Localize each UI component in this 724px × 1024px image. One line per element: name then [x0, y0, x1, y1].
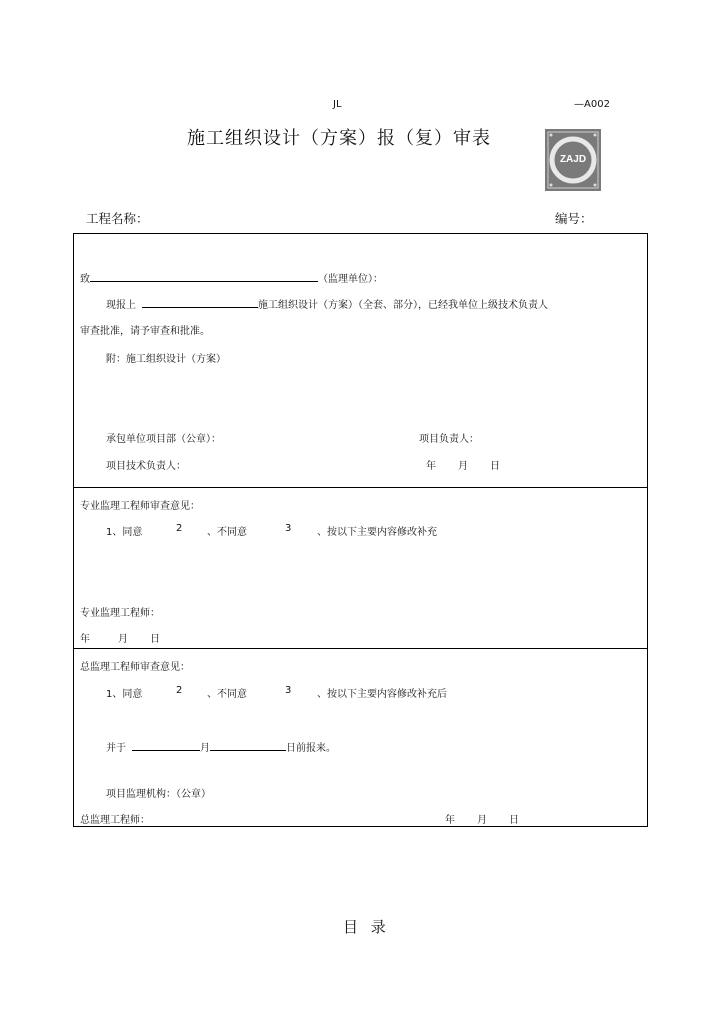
- project-manager-label: 项目负责人：: [419, 434, 479, 445]
- report-name-blank[interactable]: [142, 297, 258, 308]
- chief-option-1[interactable]: 1、同意: [106, 689, 143, 700]
- chief-engineer-label: 总监理工程师：: [80, 815, 150, 826]
- specialist-engineer-label: 专业监理工程师：: [80, 608, 160, 619]
- attachment-line: 附：施工组织设计（方案）: [106, 354, 226, 365]
- specialist-date-month: 月: [118, 634, 128, 645]
- chief-option-3[interactable]: 、按以下主要内容修改补充后: [317, 689, 447, 700]
- table-of-contents-heading: 目 录: [343, 918, 390, 936]
- resubmit-suffix: 日前报来。: [286, 743, 336, 754]
- report-suffix: 施工组织设计（方案）（全套、部分），已经我单位上级技术负责人: [258, 300, 548, 311]
- specialist-option-3-num: 3: [285, 523, 292, 534]
- approval-line: 审查批准，请予审查和批准。: [80, 326, 210, 337]
- divider-1: [73, 487, 648, 488]
- specialist-option-2[interactable]: 、不同意: [207, 527, 247, 538]
- specialist-option-1[interactable]: 1、同意: [106, 527, 143, 538]
- chief-option-2-num: 2: [176, 685, 183, 696]
- date-year: 年: [426, 461, 436, 472]
- page-title: 施工组织设计（方案）报（复）审表: [187, 128, 491, 149]
- resubmit-month-blank[interactable]: [132, 740, 200, 751]
- project-name-label: 工程名称：: [86, 211, 149, 226]
- resubmit-day-blank[interactable]: [210, 740, 286, 751]
- specialist-option-2-num: 2: [176, 523, 183, 534]
- form-code-left: JL: [333, 99, 342, 110]
- logo-text: ZAJD: [559, 154, 587, 165]
- resubmit-prefix: 并于: [106, 743, 126, 754]
- number-label: 编号：: [555, 211, 593, 226]
- form-code-right: —A002: [574, 99, 610, 110]
- date-month: 月: [458, 461, 468, 472]
- to-prefix: 致: [80, 274, 90, 285]
- chief-date-year: 年: [445, 815, 455, 826]
- supervision-org-label: 项目监理机构：（公章）: [106, 789, 211, 800]
- date-day: 日: [490, 461, 500, 472]
- addressee-line: [80, 270, 383, 285]
- chief-option-3-num: 3: [285, 685, 292, 696]
- specialist-opinion-heading: 专业监理工程师审查意见：: [80, 501, 200, 512]
- resubmit-line: [106, 739, 336, 754]
- supervisor-unit-blank[interactable]: [90, 271, 318, 282]
- chief-opinion-heading: 总监理工程师审查意见：: [80, 662, 190, 673]
- contractor-dept-label: 承包单位项目部（公章）：: [106, 434, 221, 445]
- resubmit-month: 月: [200, 743, 210, 754]
- zajd-logo: [545, 129, 601, 191]
- report-line: [106, 296, 548, 311]
- specialist-date-day: 日: [150, 634, 160, 645]
- chief-date-month: 月: [477, 815, 487, 826]
- specialist-option-3[interactable]: 、按以下主要内容修改补充: [317, 527, 437, 538]
- chief-date-day: 日: [509, 815, 519, 826]
- specialist-date-year: 年: [80, 634, 90, 645]
- tech-lead-label: 项目技术负责人：: [106, 461, 186, 472]
- divider-2: [73, 648, 648, 649]
- chief-option-2[interactable]: 、不同意: [207, 689, 247, 700]
- report-prefix: 现报上: [106, 300, 136, 311]
- to-suffix: （监理单位）：: [318, 274, 383, 285]
